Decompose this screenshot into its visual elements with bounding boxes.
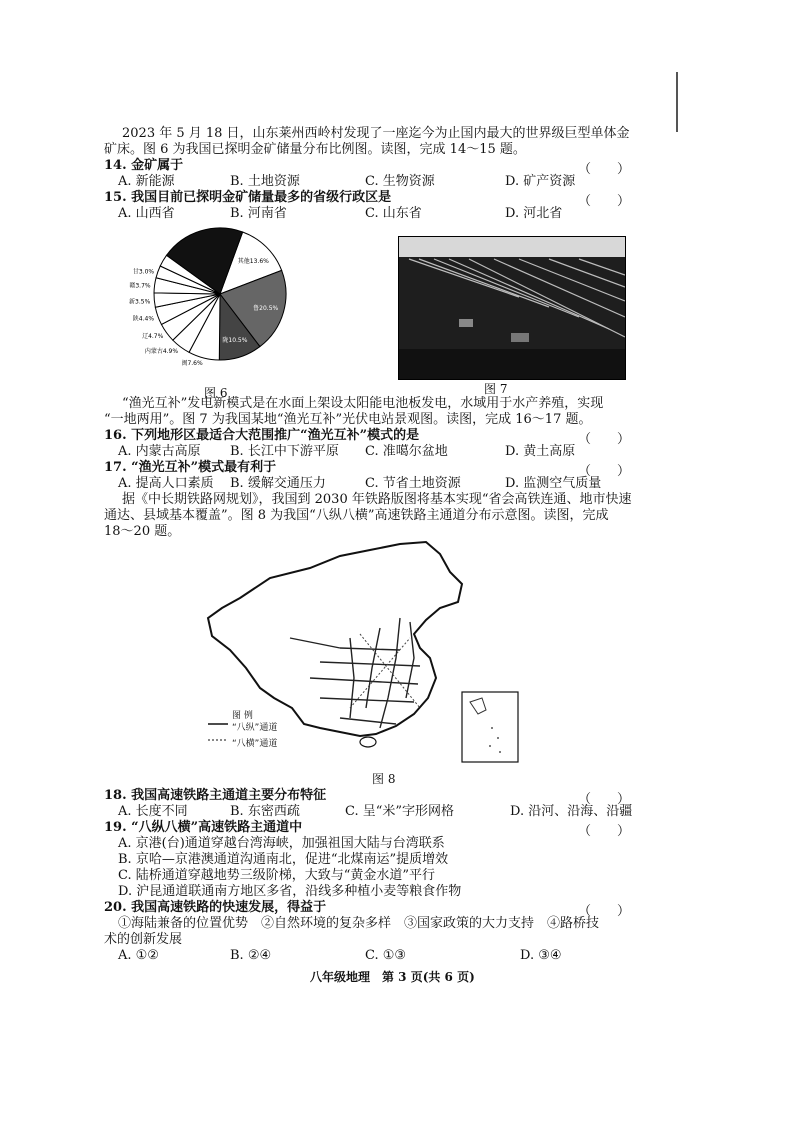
question-20-option-b: B. ②④ (230, 948, 272, 963)
figure-7-caption: 图 7 (484, 382, 508, 396)
intro-paragraph-2-line-2: “一地两用”。图 7 为我国某地“渔光互补”光伏电站景观图。读图，完成 16～17 题。 (104, 412, 592, 427)
pie-label-5: 辽4.7% (142, 333, 164, 341)
question-16-option-c: C. 准噶尔盆地 (365, 444, 448, 459)
question-14-option-c: C. 生物资源 (365, 174, 435, 189)
question-15-option-a: A. 山西省 (118, 206, 175, 221)
pie-label-1: 鲁20.5% (253, 305, 279, 313)
question-16-stem: 16. 下列地形区最适合大范围推广“渔光互补”模式的是 (104, 428, 420, 443)
question-18-option-a: A. 长度不同 (118, 804, 188, 819)
figure-6-caption: 图 6 (204, 386, 228, 400)
intro-paragraph-1-line-1: 2023 年 5 月 18 日，山东莱州西岭村发现了一座迄今为止国内最大的世界级巨型单体金 (122, 126, 630, 141)
question-16-option-b: B. 长江中下游平原 (230, 444, 339, 459)
solar-panels-illustration (399, 237, 625, 379)
question-18-option-d: D. 沿河、沿海、沿疆 (510, 804, 633, 819)
question-17-option-c: C. 节省土地资源 (365, 476, 461, 491)
railway-lines (290, 618, 420, 728)
question-20-stem: 20. 我国高速铁路的快速发展，得益于 (104, 900, 327, 915)
pie-label-8: 赣3.7% (129, 282, 151, 290)
question-15-answer-paren: （ ） (578, 194, 631, 209)
question-17-option-d: D. 监测空气质量 (505, 476, 602, 491)
pie-label-9: 甘3.0% (132, 268, 155, 276)
pie-label-3: 闽7.6% (181, 359, 203, 367)
figure-8-legend-item-heng: “八横”通道 (232, 739, 278, 749)
intro-paragraph-2-line-1: “渔光互补”发电新模式是在水面上架设太阳能电池板发电，水域用于水产养殖，实现 (122, 396, 604, 411)
question-16-option-a: A. 内蒙古高原 (118, 444, 201, 459)
china-outline (208, 542, 462, 736)
figure-8-legend-title: 图 例 (232, 711, 253, 721)
intro-paragraph-3-line-3: 18～20 题。 (104, 524, 181, 539)
question-19-stem: 19. “八纵八横”高速铁路主通道中 (104, 820, 303, 835)
question-19-option-b: B. 京哈—京港澳通道沟通南北，促进“北煤南运”提质增效 (118, 852, 449, 867)
question-15-option-b: B. 河南省 (230, 206, 287, 221)
question-18-option-b: B. 东密西疏 (230, 804, 300, 819)
question-19-option-d: D. 沪昆通道联通南方地区多省，沿线多种植小麦等粮食作物 (118, 884, 462, 899)
question-15-stem: 15. 我国目前已探明金矿储量最多的省级行政区是 (104, 190, 392, 205)
question-14-stem: 14. 金矿属于 (104, 158, 184, 173)
intro-paragraph-3-line-1: 据《中长期铁路网规划》，我国到 2030 年铁路版图将基本实现“省会高铁连通、地市快速 (122, 492, 632, 507)
question-18-option-c: C. 呈“米”字形网格 (345, 804, 455, 819)
question-20-items-line-2: 术的创新发展 (104, 932, 183, 947)
figure-8-caption: 图 8 (372, 772, 396, 786)
intro-paragraph-3-line-2: 通达、县域基本覆盖”。图 8 为我国“八纵八横”高速铁路主通道分布示意图。读图，完成 (104, 508, 609, 523)
question-17-answer-paren: （ ） (578, 464, 631, 479)
question-20-option-a: A. ①② (118, 948, 159, 963)
pie-label-0: 其他13.6% (237, 258, 269, 266)
question-14-answer-paren: （ ） (578, 162, 631, 177)
question-18-stem: 18. 我国高速铁路主通道主要分布特征 (104, 788, 327, 803)
pie-label-6: 陕4.4% (132, 315, 155, 323)
figure-6-pie-chart (110, 222, 330, 382)
question-20-option-c: C. ①③ (365, 948, 407, 963)
question-18-answer-paren: （ ） (578, 792, 631, 807)
question-19-answer-paren: （ ） (578, 824, 631, 839)
question-20-answer-paren: （ ） (578, 904, 631, 919)
question-19-option-a: A. 京港(台)通道穿越台湾海峡，加强祖国大陆与台湾联系 (118, 836, 445, 851)
question-14-option-d: D. 矿产资源 (505, 174, 576, 189)
pie-label-4: 内蒙古4.9% (144, 348, 179, 356)
question-14-option-a: A. 新能源 (118, 174, 175, 189)
question-17-stem: 17. “渔光互补”模式最有利于 (104, 460, 277, 475)
question-19-option-c: C. 陆桥通道穿越地势三级阶梯，大致与“黄金水道”平行 (118, 868, 436, 883)
figure-8-legend-item-zong: “八纵”通道 (232, 723, 278, 733)
question-15-option-c: C. 山东省 (365, 206, 422, 221)
page-edge-mark (676, 72, 678, 132)
question-14-option-b: B. 土地资源 (230, 174, 300, 189)
pie-label-7: 新3.5% (129, 298, 151, 306)
pie-label-2: 陇10.5% (222, 337, 248, 345)
question-20-items-line-1: ①海陆兼备的位置优势 ②自然环境的复杂多样 ③国家政策的大力支持 ④路桥技 (118, 916, 600, 931)
question-16-option-d: D. 黄土高原 (505, 444, 576, 459)
question-15-option-d: D. 河北省 (505, 206, 563, 221)
question-17-option-b: B. 缓解交通压力 (230, 476, 326, 491)
figure-7-photo (398, 236, 626, 380)
question-20-option-d: D. ③④ (520, 948, 562, 963)
page-footer: 八年级地理 第 3 页(共 6 页) (310, 970, 475, 984)
question-17-option-a: A. 提高人口素质 (118, 476, 214, 491)
intro-paragraph-1-line-2: 矿床。图 6 为我国已探明金矿储量分布比例图。读图，完成 14～15 题。 (104, 142, 526, 157)
question-16-answer-paren: （ ） (578, 432, 631, 447)
